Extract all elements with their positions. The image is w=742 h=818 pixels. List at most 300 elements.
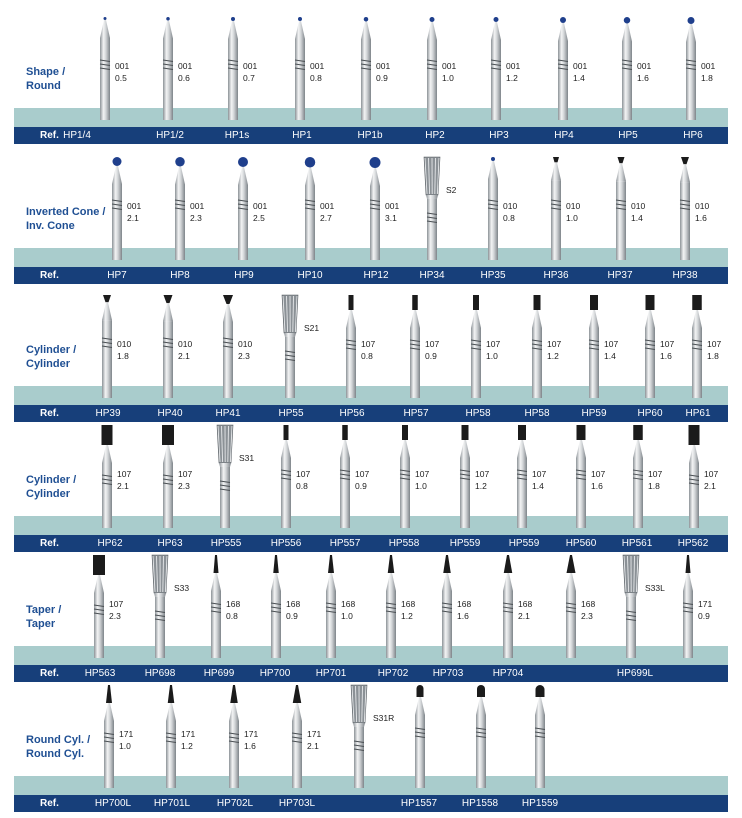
cylinder-head-icon xyxy=(412,295,418,310)
shank xyxy=(238,185,248,260)
iso-shape-code: 168 xyxy=(581,598,595,610)
head-diameter: 1.6 xyxy=(244,740,258,752)
inverted-cone-head-icon xyxy=(681,157,689,164)
product-section xyxy=(0,150,742,290)
ref-code: HP557 xyxy=(330,535,361,552)
bur-code xyxy=(174,582,189,594)
head-diameter: 2.3 xyxy=(238,350,252,362)
bur-code xyxy=(385,200,399,224)
iso-shape-code: S33L xyxy=(645,582,665,594)
head-diameter: 1.2 xyxy=(475,480,489,492)
bur-illustration xyxy=(476,15,496,120)
bur-code xyxy=(631,200,645,224)
round-head-icon xyxy=(305,157,316,168)
taper-head-icon xyxy=(293,685,302,703)
round-cylinder-head-icon xyxy=(477,685,485,697)
round-head-icon xyxy=(624,17,631,24)
round-cylinder-head-icon xyxy=(417,685,424,697)
iso-shape-code: 010 xyxy=(178,338,192,350)
bur-code xyxy=(604,338,618,362)
section-label-line: Cylinder xyxy=(26,357,76,371)
section-label-line: Cylinder xyxy=(26,487,76,501)
bur-illustration xyxy=(148,15,168,120)
section-label-line: Inverted Cone / xyxy=(26,205,105,219)
bur-code xyxy=(253,200,267,224)
round-head-icon xyxy=(370,157,381,168)
iso-shape-code: 001 xyxy=(637,60,651,72)
iso-shape-code: 107 xyxy=(361,338,375,350)
section-label xyxy=(26,343,76,371)
ref-code: HP559 xyxy=(450,535,481,552)
head-diameter: 1.8 xyxy=(701,72,715,84)
bur-illustration xyxy=(87,293,107,398)
shank xyxy=(476,715,486,788)
bur-code xyxy=(286,598,300,622)
ref-header: Ref. xyxy=(40,127,59,144)
shank xyxy=(163,463,173,528)
shank xyxy=(503,591,513,658)
head-diameter: 0.5 xyxy=(115,72,129,84)
ref-code: HP57 xyxy=(403,405,428,422)
bur-code xyxy=(581,598,595,622)
bur-code xyxy=(707,338,721,362)
shank xyxy=(340,458,350,528)
bur-illustration xyxy=(668,553,688,658)
bur-illustration xyxy=(97,155,117,260)
bur-code xyxy=(486,338,500,362)
head-diameter: 0.9 xyxy=(355,480,369,492)
bur-code xyxy=(127,200,141,224)
product-section xyxy=(0,678,742,818)
shank xyxy=(155,597,165,658)
bur-illustration xyxy=(89,683,109,788)
bur-illustration xyxy=(256,553,276,658)
iso-shape-code: 107 xyxy=(648,468,662,480)
head-diameter: 2.3 xyxy=(178,480,192,492)
round-cylinder-head-icon xyxy=(536,685,545,697)
iso-shape-code: 168 xyxy=(518,598,532,610)
round-head-icon xyxy=(560,17,566,23)
iso-shape-code: 171 xyxy=(307,728,321,740)
ref-code: HP563 xyxy=(85,665,116,682)
iso-shape-code: 171 xyxy=(181,728,195,740)
round-head-icon xyxy=(175,157,185,167)
shank xyxy=(305,186,315,261)
bur-illustration xyxy=(601,155,621,260)
bur-illustration xyxy=(290,155,310,260)
shank xyxy=(686,42,696,120)
taper-head-icon xyxy=(230,685,238,703)
iso-shape-code: 168 xyxy=(226,598,240,610)
bur-illustration xyxy=(618,423,638,528)
bur-code xyxy=(178,468,192,492)
iso-shape-code: 001 xyxy=(442,60,456,72)
bur-illustration xyxy=(148,293,168,398)
bur-illustration xyxy=(196,553,216,658)
bur-code xyxy=(181,728,195,752)
ref-code: HP1/4 xyxy=(63,127,91,144)
cylinder-head-icon xyxy=(590,295,598,310)
head-diameter: 1.2 xyxy=(547,350,561,362)
iso-shape-code: 010 xyxy=(117,338,131,350)
bur-code xyxy=(238,338,252,362)
ref-code: HP59 xyxy=(581,405,606,422)
iso-shape-code: 107 xyxy=(704,468,718,480)
bur-code xyxy=(475,468,489,492)
ref-code: HP1559 xyxy=(522,795,558,812)
shank xyxy=(566,591,576,658)
shank xyxy=(532,328,542,398)
ref-code: HP2 xyxy=(425,127,444,144)
inverted-cone-head-icon xyxy=(553,157,559,162)
bur-code xyxy=(457,598,471,622)
bur-code xyxy=(296,468,310,492)
bur-illustration xyxy=(205,423,225,528)
bur-illustration xyxy=(325,423,345,528)
iso-shape-code: 107 xyxy=(660,338,674,350)
inverted-cone-head-icon xyxy=(618,157,625,163)
shank xyxy=(488,179,498,260)
ref-code: HP6 xyxy=(683,127,702,144)
shank xyxy=(471,328,481,398)
ref-code: HP9 xyxy=(234,267,253,284)
iso-shape-code: 001 xyxy=(385,200,399,212)
bur-code xyxy=(178,338,192,362)
cylinder-head-icon xyxy=(689,425,700,445)
cylinder-head-icon xyxy=(162,425,174,445)
bur-illustration xyxy=(456,293,476,398)
ref-code: HP12 xyxy=(363,267,388,284)
bur-code xyxy=(190,200,204,224)
bur-code xyxy=(117,468,131,492)
head-diameter: 1.8 xyxy=(707,350,721,362)
bur-code xyxy=(591,468,605,492)
taper-head-icon xyxy=(106,685,112,703)
iso-shape-code: 107 xyxy=(591,468,605,480)
head-diameter: 1.2 xyxy=(506,72,520,84)
iso-shape-code: 001 xyxy=(243,60,257,72)
ref-code: HP700 xyxy=(260,665,291,682)
iso-shape-code: 107 xyxy=(486,338,500,350)
shank xyxy=(460,458,470,528)
ref-code: HP558 xyxy=(389,535,420,552)
bur-illustration xyxy=(400,683,420,788)
head-diameter: 1.6 xyxy=(637,72,651,84)
bur-code xyxy=(109,598,123,622)
iso-shape-code: 107 xyxy=(355,468,369,480)
cylinder-head-icon xyxy=(577,425,586,440)
shank xyxy=(102,320,112,398)
ref-header: Ref. xyxy=(40,665,59,682)
iso-shape-code: S31R xyxy=(373,712,394,724)
shank xyxy=(100,38,110,120)
head-diameter: 0.9 xyxy=(698,610,712,622)
bur-illustration xyxy=(223,155,243,260)
bur-code xyxy=(239,452,254,464)
bur-illustration xyxy=(270,293,290,398)
taper-head-icon xyxy=(686,555,691,573)
bur-code xyxy=(532,468,546,492)
ref-code: HP7 xyxy=(107,267,126,284)
iso-shape-code: 010 xyxy=(631,200,645,212)
ref-code: HP699L xyxy=(617,665,653,682)
head-diameter: 1.0 xyxy=(442,72,456,84)
shank xyxy=(271,591,281,658)
iso-shape-code: 001 xyxy=(190,200,204,212)
bur-illustration xyxy=(502,423,522,528)
shank xyxy=(680,182,690,260)
bur-code xyxy=(637,60,651,84)
bur-code xyxy=(425,338,439,362)
shank xyxy=(689,463,699,528)
iso-shape-code: 010 xyxy=(566,200,580,212)
bur-illustration xyxy=(671,15,691,120)
bur-illustration xyxy=(536,155,556,260)
iso-shape-code: 107 xyxy=(178,468,192,480)
bur-code xyxy=(361,338,375,362)
iso-shape-code: 001 xyxy=(178,60,192,72)
head-diameter: 2.1 xyxy=(178,350,192,362)
cylinder-head-icon xyxy=(342,425,348,440)
taper-head-icon xyxy=(567,555,576,573)
ref-code: HP10 xyxy=(297,267,322,284)
bur-illustration xyxy=(79,553,99,658)
ref-code: HP60 xyxy=(637,405,662,422)
head-diameter: 1.6 xyxy=(457,610,471,622)
section-label-line: Shape / xyxy=(26,65,65,79)
shank xyxy=(285,337,295,398)
shank xyxy=(427,40,437,120)
head-diameter: 1.0 xyxy=(486,350,500,362)
ref-code: HP556 xyxy=(271,535,302,552)
bur-code xyxy=(503,200,517,224)
section-label-line: Taper xyxy=(26,617,61,631)
shank xyxy=(229,721,239,788)
iso-shape-code: 107 xyxy=(604,338,618,350)
head-diameter: 0.8 xyxy=(503,212,517,224)
bur-code xyxy=(660,338,674,362)
shank xyxy=(616,181,626,260)
ref-code: HP1557 xyxy=(401,795,437,812)
shank xyxy=(400,458,410,528)
bur-illustration xyxy=(266,423,286,528)
shank xyxy=(102,463,112,528)
bur-code xyxy=(376,60,390,84)
ref-code: HP701 xyxy=(316,665,347,682)
shank xyxy=(220,467,230,528)
shank xyxy=(427,199,437,260)
shank xyxy=(576,458,586,528)
round-head-icon xyxy=(298,17,302,21)
shank xyxy=(370,186,380,260)
shank xyxy=(346,328,356,398)
bur-illustration xyxy=(277,683,297,788)
product-section xyxy=(0,288,742,428)
section-label xyxy=(26,733,90,761)
bur-illustration xyxy=(280,15,300,120)
ref-code: HP1 xyxy=(292,127,311,144)
bur-illustration xyxy=(412,155,432,260)
section-label xyxy=(26,603,61,631)
head-diameter: 2.1 xyxy=(117,480,131,492)
bur-illustration xyxy=(427,553,447,658)
shank xyxy=(223,322,233,398)
shank xyxy=(228,39,238,120)
iso-shape-code: 171 xyxy=(119,728,133,740)
product-section xyxy=(0,418,742,558)
shank xyxy=(326,591,336,658)
ref-code: HP702 xyxy=(378,665,409,682)
iso-shape-code: 001 xyxy=(573,60,587,72)
cylinder-head-icon xyxy=(646,295,655,310)
bur-code xyxy=(573,60,587,84)
bur-illustration xyxy=(346,15,366,120)
ref-code: HP702L xyxy=(217,795,253,812)
bur-illustration xyxy=(630,293,650,398)
bur-code xyxy=(307,728,321,752)
bur-illustration xyxy=(355,155,375,260)
shank xyxy=(361,40,371,121)
shank xyxy=(281,458,291,528)
bur-code xyxy=(304,322,319,334)
ref-code: HP555 xyxy=(211,535,242,552)
shank xyxy=(551,180,561,260)
bur-illustration xyxy=(551,553,571,658)
ref-code: HP700L xyxy=(95,795,131,812)
round-head-icon xyxy=(491,157,495,161)
ref-code: HP703 xyxy=(433,665,464,682)
ref-bar xyxy=(14,267,728,284)
shank xyxy=(535,715,545,788)
iso-shape-code: 107 xyxy=(296,468,310,480)
bur-code xyxy=(698,598,712,622)
head-diameter: 2.7 xyxy=(320,212,334,224)
iso-shape-code: 001 xyxy=(506,60,520,72)
ref-code: HP1b xyxy=(357,127,382,144)
shank xyxy=(163,39,173,121)
head-diameter: 0.8 xyxy=(361,350,375,362)
inverted-cone-head-icon xyxy=(103,295,111,302)
bur-illustration xyxy=(520,683,540,788)
head-diameter: 1.4 xyxy=(604,350,618,362)
section-label-line: Cylinder / xyxy=(26,343,76,357)
ref-code: HP8 xyxy=(170,267,189,284)
bur-code xyxy=(243,60,257,84)
round-head-icon xyxy=(494,17,499,22)
bur-illustration xyxy=(445,423,465,528)
head-diameter: 1.2 xyxy=(401,610,415,622)
head-diameter: 1.2 xyxy=(181,740,195,752)
ref-code: HP3 xyxy=(489,127,508,144)
iso-shape-code: 010 xyxy=(238,338,252,350)
iso-shape-code: S2 xyxy=(446,184,456,196)
iso-shape-code: 171 xyxy=(698,598,712,610)
iso-shape-code: 168 xyxy=(286,598,300,610)
bur-code xyxy=(119,728,133,752)
shank xyxy=(104,721,114,788)
bur-code xyxy=(310,60,324,84)
iso-shape-code: 168 xyxy=(401,598,415,610)
head-diameter: 0.9 xyxy=(425,350,439,362)
iso-shape-code: 001 xyxy=(127,200,141,212)
head-diameter: 1.6 xyxy=(660,350,674,362)
head-diameter: 1.6 xyxy=(695,212,709,224)
ref-code: HP41 xyxy=(215,405,240,422)
ref-code: HP561 xyxy=(622,535,653,552)
bur-illustration xyxy=(160,155,180,260)
head-diameter: 0.9 xyxy=(376,72,390,84)
section-label-line: Taper / xyxy=(26,603,61,617)
shank xyxy=(163,321,173,398)
bur-illustration xyxy=(677,293,697,398)
section-label-line: Cylinder / xyxy=(26,473,76,487)
ref-code: HP63 xyxy=(157,535,182,552)
shank xyxy=(410,328,420,398)
bur-code xyxy=(117,338,131,362)
iso-shape-code: 010 xyxy=(503,200,517,212)
bur-illustration xyxy=(473,155,493,260)
ref-header: Ref. xyxy=(40,405,59,422)
cylinder-head-icon xyxy=(692,295,702,310)
bur-illustration xyxy=(517,293,537,398)
cylinder-head-icon xyxy=(284,425,289,440)
ref-bar xyxy=(14,795,728,812)
ref-code: HP698 xyxy=(145,665,176,682)
head-diameter: 0.8 xyxy=(226,610,240,622)
iso-shape-code: 171 xyxy=(244,728,258,740)
bur-illustration xyxy=(140,553,160,658)
shank xyxy=(589,328,599,398)
ref-code: HP562 xyxy=(678,535,709,552)
bur-illustration xyxy=(208,293,228,398)
shank xyxy=(112,184,122,260)
iso-shape-code: 168 xyxy=(457,598,471,610)
shank xyxy=(645,328,655,398)
iso-shape-code: 001 xyxy=(320,200,334,212)
bur-code xyxy=(518,598,532,622)
shank xyxy=(94,593,104,658)
section-label-line: Round Cyl. / xyxy=(26,733,90,747)
head-diameter: 2.1 xyxy=(704,480,718,492)
bur-code xyxy=(415,468,429,492)
shank xyxy=(442,591,452,658)
bur-illustration xyxy=(148,423,168,528)
bur-code xyxy=(401,598,415,622)
cylinder-head-icon xyxy=(349,295,354,310)
iso-shape-code: 001 xyxy=(310,60,324,72)
cylinder-head-icon xyxy=(518,425,526,440)
bur-illustration xyxy=(85,15,105,120)
ref-code: HP34 xyxy=(419,267,444,284)
taper-head-icon xyxy=(443,555,451,573)
iso-shape-code: 001 xyxy=(253,200,267,212)
head-diameter: 1.4 xyxy=(631,212,645,224)
bur-illustration xyxy=(665,155,685,260)
shank xyxy=(211,591,221,658)
ref-code: HP1s xyxy=(225,127,249,144)
bur-code xyxy=(547,338,561,362)
ref-code: HP704 xyxy=(493,665,524,682)
head-diameter: 1.6 xyxy=(591,480,605,492)
bur-illustration xyxy=(461,683,481,788)
shank xyxy=(622,42,632,121)
round-head-icon xyxy=(430,17,435,22)
cylinder-head-icon xyxy=(473,295,479,310)
bur-code xyxy=(355,468,369,492)
head-diameter: 2.3 xyxy=(581,610,595,622)
head-diameter: 3.1 xyxy=(385,212,399,224)
bur-code xyxy=(695,200,709,224)
